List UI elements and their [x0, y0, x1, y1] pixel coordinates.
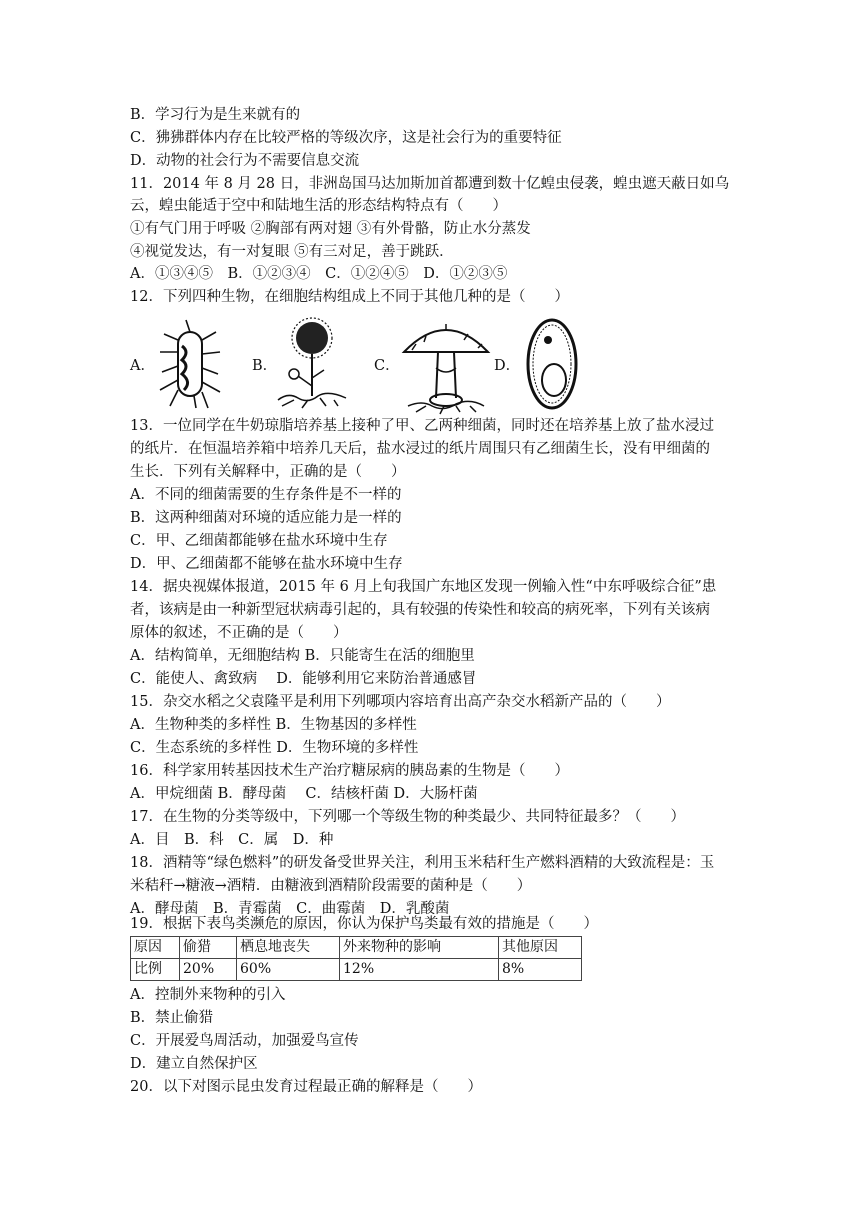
q16-options: A．甲烷细菌 B．酵母菌 C．结核杆菌 D．大肠杆菌 [130, 786, 478, 802]
q14-options-line1: A．结构简单，无细胞结构 B．只能寄生在活的细胞里 [130, 648, 475, 664]
q11-options: A．①③④⑤ B．①②③④ C．①②④⑤ D．①②③⑤ [130, 266, 508, 282]
bacterium-figure [154, 316, 224, 412]
q19-option-c: C．开展爱鸟周活动，加强爱鸟宣传 [130, 1033, 359, 1049]
q15-options-line2: C．生态系统的多样性 D．生物环境的多样性 [130, 740, 419, 756]
q17-stem: 17．在生物的分类等级中，下列哪一个等级生物的种类最少、共同特征最多？（ ） [130, 809, 685, 825]
q13-option-c: C．甲、乙细菌都能够在盐水环境中生存 [130, 533, 388, 549]
q18-stem-line1: 18．酒精等“绿色燃料”的研发备受世界关注，利用玉米秸秆生产燃料酒精的大致流程是：玉 [130, 855, 715, 871]
table-cell: 原因 [131, 937, 180, 959]
q11-items-line2: ④视觉发达，有一对复眼 ⑤有三对足，善于跳跃． [130, 244, 454, 260]
q17-options: A．目 B．科 C．属 D．种 [130, 832, 334, 848]
q18-options: A．酵母菌 B．青霉菌 C．曲霉菌 D．乳酸菌 [130, 901, 450, 917]
table-cell: 8% [499, 959, 582, 981]
q13-stem-line2: 的纸片．在恒温培养箱中培养几天后，盐水浸过的纸片周围只有乙细菌生长，没有甲细菌的 [130, 441, 710, 457]
q19-option-b: B．禁止偷猎 [130, 1010, 214, 1026]
q19-option-a: A．控制外来物种的引入 [130, 987, 286, 1003]
table-cell: 栖息地丧失 [237, 937, 340, 959]
q11-stem-line1: 11．2014 年 8 月 28 日，非洲岛国马达加斯加首都遭到数十亿蝗虫侵袭，蝗虫遮天蔽日如乌 [130, 176, 730, 192]
q10-option-b: B．学习行为是生来就有的 [130, 107, 301, 123]
yeast-cell-figure [522, 314, 582, 414]
q12-option-a-label: A． [130, 358, 155, 374]
q19-stem: 19．根据下表鸟类濒危的原因，你认为保护鸟类最有效的措施是（ ） [130, 916, 598, 932]
q13-stem-line1: 13．一位同学在牛奶琼脂培养基上接种了甲、乙两种细菌，同时还在培养基上放了盐水浸过 [130, 418, 714, 434]
q19-table [130, 936, 582, 981]
q20-stem: 20．以下对图示昆虫发育过程最正确的解释是（ ） [130, 1079, 482, 1095]
q12-option-d-label: D． [494, 358, 521, 374]
table-cell: 比例 [131, 959, 180, 981]
q14-stem-line2: 者，该病是由一种新型冠状病毒引起的，具有较强的传染性和较高的病死率，下列有关该病 [130, 602, 710, 618]
q13-option-d: D．甲、乙细菌都不能够在盐水环境中生存 [130, 556, 403, 572]
q12-figures [130, 312, 590, 416]
table-cell: 12% [340, 959, 499, 981]
q12-option-c-label: C． [374, 358, 400, 374]
q18-stem-line2: 米秸秆→糖液→酒精．由糖液到酒精阶段需要的菌种是（ ） [130, 878, 532, 894]
q16-stem: 16．科学家用转基因技术生产治疗糖尿病的胰岛素的生物是（ ） [130, 763, 569, 779]
table-cell: 60% [237, 959, 340, 981]
q12-stem: 12．下列四种生物，在细胞结构组成上不同于其他几种的是（ ） [130, 289, 569, 305]
table-cell: 其他原因 [499, 937, 582, 959]
q14-stem-line1: 14．据央视媒体报道，2015 年 6 月上旬我国广东地区发现一例输入性“中东呼吸综合征”患 [130, 579, 717, 595]
q10-option-c: C．狒狒群体内存在比较严格的等级次序，这是社会行为的重要特征 [130, 130, 562, 146]
q13-option-a: A．不同的细菌需要的生存条件是不一样的 [130, 487, 402, 503]
q11-stem-line2: 云，蝗虫能适于空中和陆地生活的形态结构特点有（ ） [130, 198, 507, 214]
table-cell: 20% [180, 959, 237, 981]
q14-stem-line3: 原体的叙述，不正确的是（ ） [130, 625, 348, 641]
table-cell: 偷猎 [180, 937, 237, 959]
mushroom-figure [398, 312, 494, 416]
table-row [131, 959, 582, 981]
q13-option-b: B．这两种细菌对环境的适应能力是一样的 [130, 510, 402, 526]
table-cell: 外来物种的影响 [340, 937, 499, 959]
q10-option-d: D．动物的社会行为不需要信息交流 [130, 153, 360, 169]
q19-option-d: D．建立自然保护区 [130, 1056, 258, 1072]
q12-option-b-label: B． [252, 358, 278, 374]
q11-items-line1: ①有气门用于呼吸 ②胸部有两对翅 ③有外骨骼，防止水分蒸发 [130, 221, 531, 237]
q13-stem-line3: 生长．下列有关解释中，正确的是（ ） [130, 464, 406, 480]
q15-options-line1: A．生物种类的多样性 B．生物基因的多样性 [130, 717, 417, 733]
mold-figure [272, 316, 352, 412]
q15-stem: 15．杂交水稻之父袁隆平是利用下列哪项内容培育出高产杂交水稻新产品的（ ） [130, 694, 671, 710]
table-row [131, 937, 582, 959]
q14-options-line2: C．能使人、禽致病 D．能够利用它来防治普通感冒 [130, 671, 477, 687]
